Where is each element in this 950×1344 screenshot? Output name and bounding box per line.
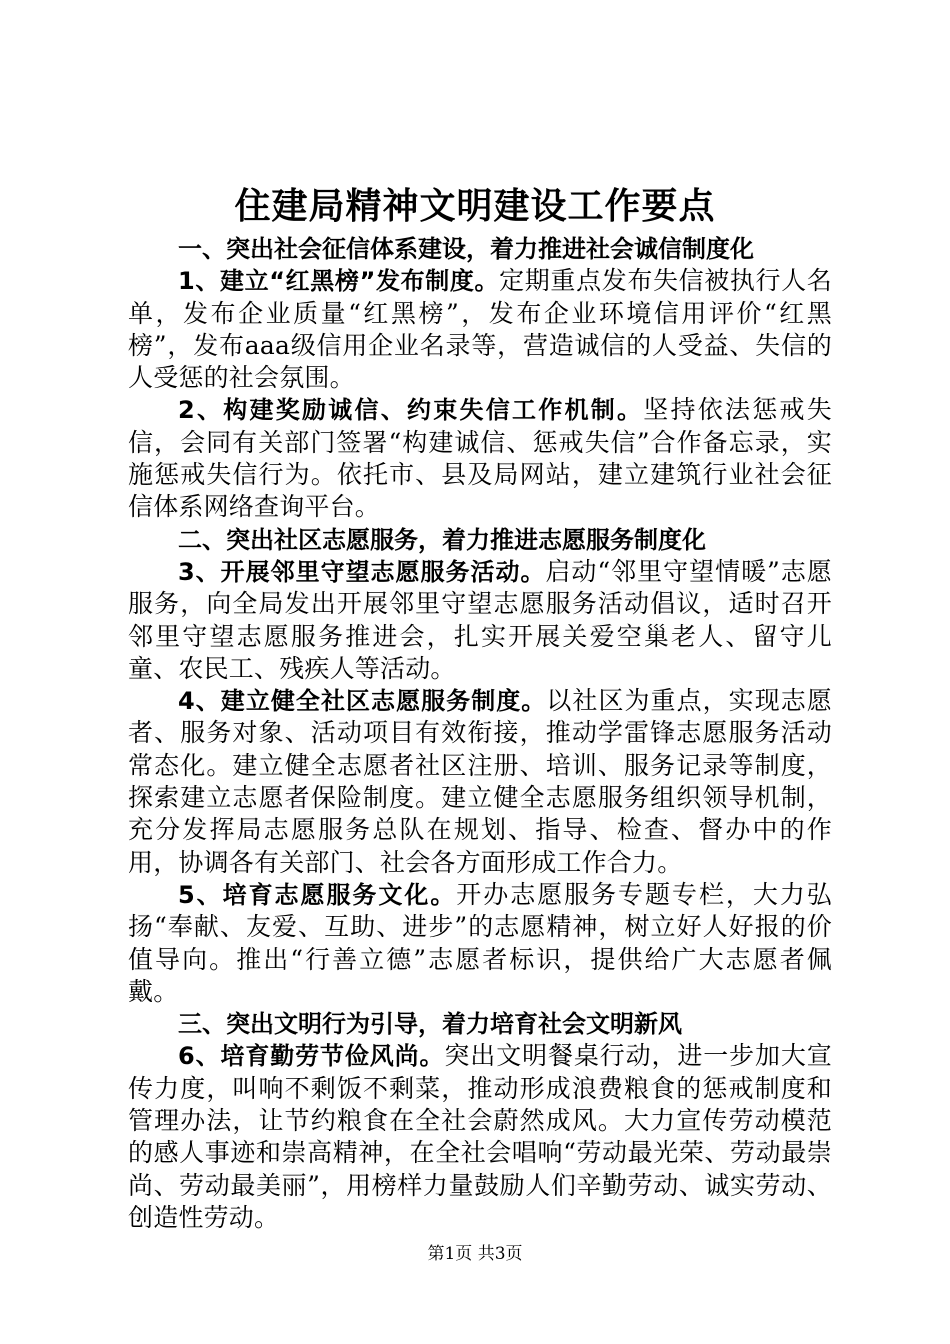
item-text-6: 突出文明餐桌行动，进一步加大宣传力度，叫响不剩饭不剩菜，推动形成浪费粮食的惩戒制度和管理办法，让节约粮食在全社会蔚然成风。大力宣传劳动模范的感人事迹和崇高精神，在全社会唱响“劳动最光荣、劳动最崇尚、劳动最美丽”，用榜样力量鼓励人们辛勤劳动、诚实劳动、创造性劳动。 <box>128 1041 832 1232</box>
document-body <box>128 233 832 1234</box>
paragraph-item-6 <box>128 1040 832 1234</box>
item-text-1: 定期重点发布失信被执行人名单，发布企业质量“红黑榜”，发布企业环境信用评价“红黑榜”，发布aaa级信用企业名录等，营造诚信的人受益、失信的人受惩的社会氛围。 <box>128 266 832 393</box>
paragraph-item-5 <box>128 879 832 1008</box>
page-footer: 第1页 共3页 <box>427 1244 523 1264</box>
paragraph-item-3 <box>128 556 832 685</box>
item-lead-2: 2、构建奖励诚信、约束失信工作机制。 <box>178 396 644 425</box>
item-lead-6: 6、培育勤劳节俭风尚。 <box>178 1042 445 1071</box>
document-title: 住建局精神文明建设工作要点 <box>234 186 716 227</box>
item-lead-4: 4、建立健全社区志愿服务制度。 <box>178 687 547 716</box>
item-text-2: 坚持依法惩戒失信，会同有关部门签署“构建诚信、惩戒失信”合作备忘录，实施惩戒失信行为。依托市、县及局网站，建立建筑行业社会征信体系网络查询平台。 <box>128 395 832 522</box>
section-heading-3: 三、突出文明行为引导，着力培育社会文明新风 <box>178 1010 682 1039</box>
paragraph-item-1 <box>128 265 832 394</box>
item-lead-3: 3、开展邻里守望志愿服务活动。 <box>178 557 546 586</box>
item-lead-1: 1、建立“红黑榜”发布制度。 <box>178 267 500 296</box>
section-heading-1: 一、突出社会征信体系建设，着力推进社会诚信制度化 <box>178 235 754 263</box>
item-text-5: 开办志愿服务专题专栏，大力弘扬“奉献、友爱、互助、进步”的志愿精神，树立好人好报的价值导向。推出“行善立德”志愿者标识，提供给广大志愿者佩戴。 <box>128 879 832 1006</box>
section-heading-2: 二、突出社区志愿服务，着力推进志愿服务制度化 <box>178 525 706 554</box>
item-lead-5: 5、培育志愿服务文化。 <box>178 880 457 909</box>
item-text-4: 以社区为重点，实现志愿者、服务对象、活动项目有效衔接，推动学雷锋志愿服务活动常态化。建立健全志愿者社区注册、培训、服务记录等制度，探索建立志愿者保险制度。建立健全志愿服务组织领导机制，充分发挥局志愿服务总队在规划、指导、检查、督办中的作用，协调各有关部门、社会各方面形成工作合力。 <box>128 686 832 877</box>
item-text-3: 启动“邻里守望情暖”志愿服务，向全局发出开展邻里守望志愿服务活动倡议，适时召开邻里守望志愿服务推进会，扎实开展关爱空巢老人、留守儿童、农民工、残疾人等活动。 <box>128 556 833 683</box>
paragraph-item-2 <box>128 394 832 523</box>
paragraph-item-4 <box>128 685 832 879</box>
